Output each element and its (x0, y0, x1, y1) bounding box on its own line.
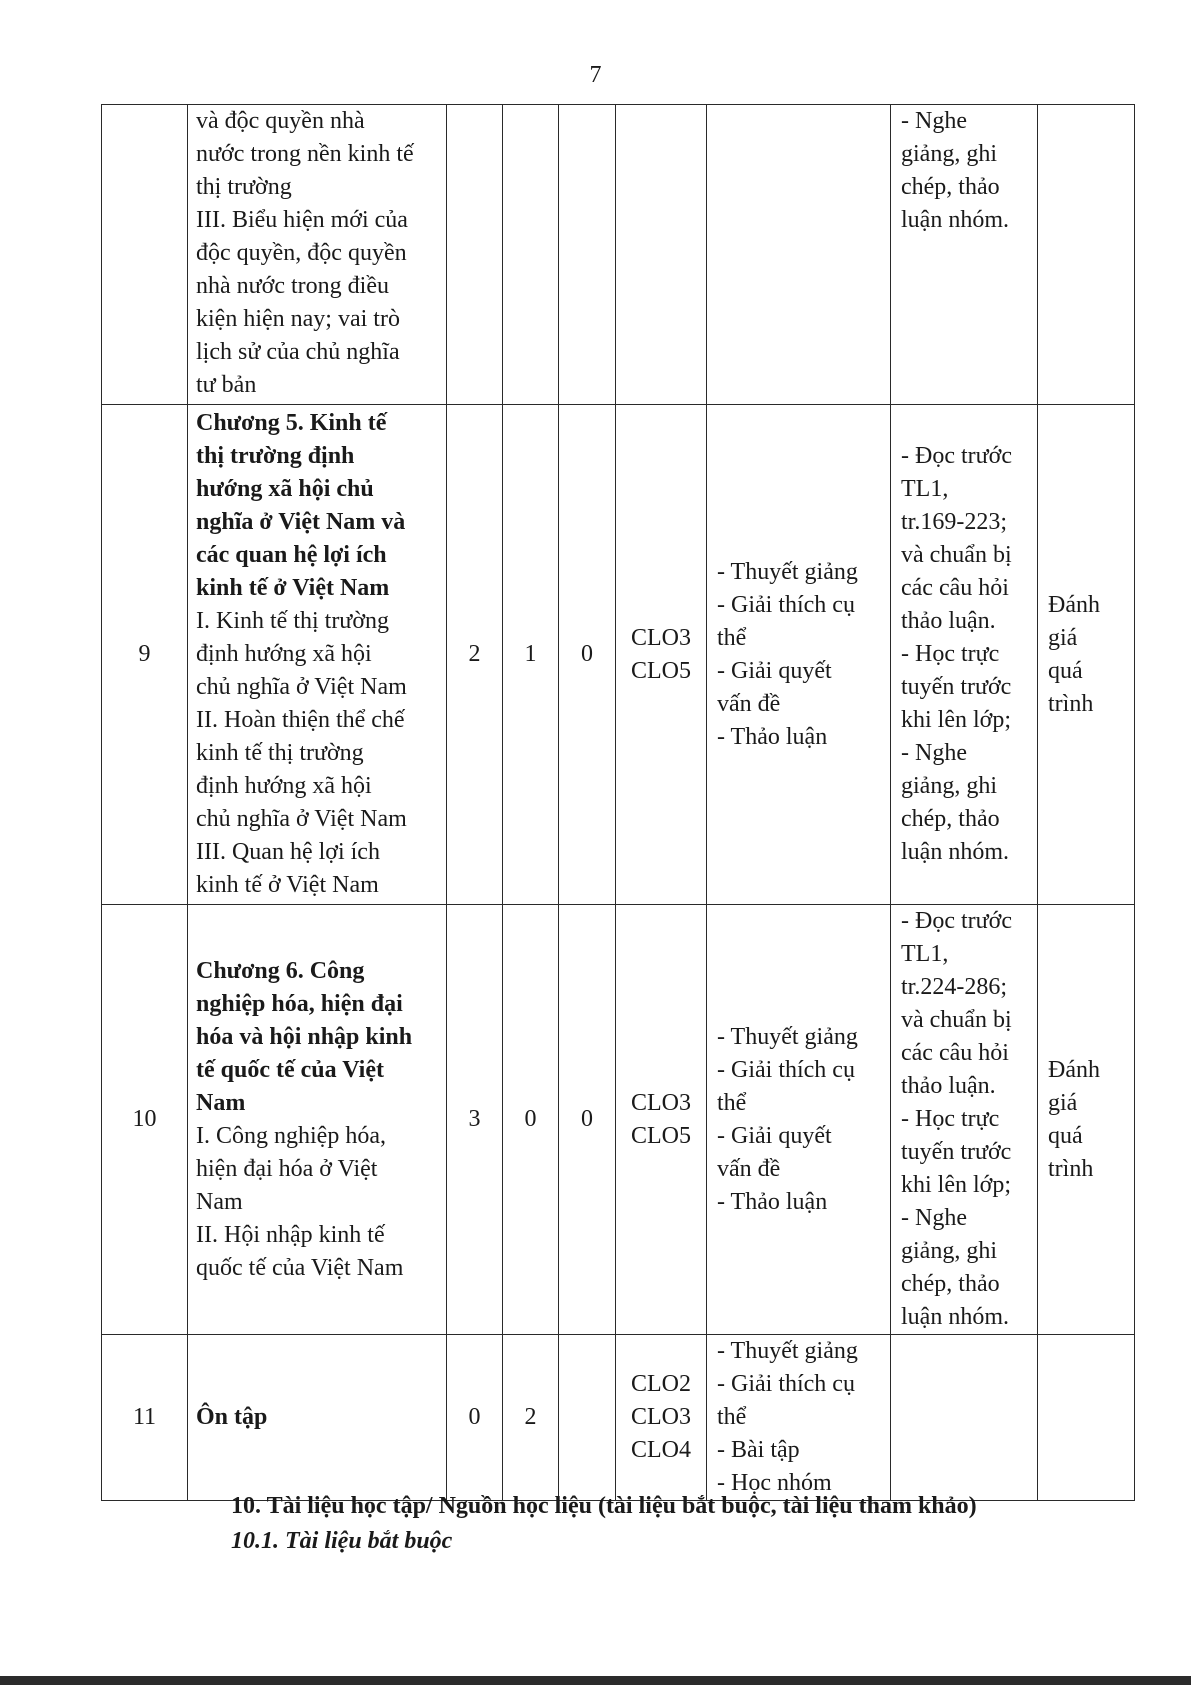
cell-line: giá (1048, 1089, 1078, 1116)
cell-line: kiện hiện nay; vai trò (196, 306, 400, 332)
cell-line: - Giải quyết (717, 657, 832, 684)
content-cell (188, 1335, 447, 1501)
cell-line: và độc quyền nhà (196, 108, 365, 134)
cell-line: khi lên lớp; (901, 1172, 1012, 1198)
page-number: 7 (589, 62, 602, 88)
student-task-cell (891, 1335, 1038, 1501)
session-number-cell (102, 905, 188, 1335)
cell-value: 9 (138, 641, 151, 667)
cell-line: thảo luận. (901, 608, 996, 634)
table-row (102, 905, 1135, 1335)
practice-hours-cell (559, 905, 616, 1335)
cell-line: - Nghe (901, 740, 967, 766)
cell-line: - Bài tập (717, 1437, 800, 1463)
cell-line: thảo luận. (901, 1073, 996, 1099)
cell-line: nhà nước trong điều (196, 273, 389, 299)
practice-hours-cell (559, 105, 616, 405)
practice-hours-cell (559, 1335, 616, 1501)
clo-cell (616, 1335, 707, 1501)
cell-line: tư bản (196, 372, 257, 398)
content-cell (188, 405, 447, 905)
cell-line: - Thuyết giảng (717, 1023, 858, 1050)
cell-line: III. Quan hệ lợi ích (196, 839, 380, 865)
cell-line: - Giải thích cụ (717, 591, 855, 618)
teaching-method-cell (707, 1335, 891, 1501)
assessment-cell (1038, 105, 1135, 405)
cell-line: CLO3 (631, 624, 691, 651)
cell-line: tuyến trước (901, 674, 1012, 700)
scan-bottom-edge (0, 1676, 1191, 1685)
cell-line: tuyến trước (901, 1139, 1012, 1165)
cell-line: thể (717, 1404, 747, 1430)
cell-line: trình (1048, 1155, 1094, 1182)
cell-line: luận nhóm. (901, 839, 1009, 865)
clo-cell (616, 905, 707, 1335)
cell-line: chép, thảo (901, 174, 1000, 200)
exercise-hours-cell (503, 1335, 559, 1501)
session-number-cell (102, 1335, 188, 1501)
cell-line: quá (1048, 1122, 1083, 1149)
cell-line: trình (1048, 690, 1094, 717)
cell-line: Nam (196, 1089, 246, 1116)
cell-line: quá (1048, 657, 1083, 684)
cell-line: giá (1048, 624, 1078, 651)
exercise-hours-cell (503, 905, 559, 1335)
assessment-cell (1038, 405, 1135, 905)
cell-line: kinh tế thị trường (196, 740, 364, 766)
cell-line: định hướng xã hội (196, 773, 372, 799)
lecture-hours-cell (447, 405, 503, 905)
cell-line: II. Hội nhập kinh tế (196, 1221, 385, 1248)
practice-hours-cell (559, 405, 616, 905)
cell-line: giảng, ghi (901, 1238, 997, 1264)
cell-line: - Giải thích cụ (717, 1371, 855, 1397)
cell-line: CLO5 (631, 657, 691, 684)
cell-line: CLO3 (631, 1089, 691, 1116)
teaching-method-cell (707, 105, 891, 405)
session-number-cell (102, 405, 188, 905)
cell-line: I. Kinh tế thị trường (196, 608, 390, 634)
cell-line: - Đọc trước (901, 443, 1012, 469)
cell-line: tr.169-223; (901, 509, 1007, 535)
cell-line: nghiệp hóa, hiện đại (196, 990, 403, 1017)
cell-line: quốc tế của Việt Nam (196, 1254, 404, 1281)
cell-value: 0 (524, 1106, 537, 1132)
cell-line: CLO3 (631, 1404, 691, 1430)
cell-line: chủ nghĩa ở Việt Nam (196, 806, 407, 832)
cell-line: TL1, (901, 941, 949, 967)
cell-line: Nam (196, 1188, 243, 1215)
lecture-hours-cell (447, 905, 503, 1335)
cell-line: kinh tế ở Việt Nam (196, 872, 379, 898)
cell-line: các câu hỏi (901, 575, 1009, 601)
cell-line: nước trong nền kinh tế (196, 141, 414, 167)
cell-line: giảng, ghi (901, 141, 997, 167)
cell-line: độc quyền, độc quyền (196, 240, 407, 266)
cell-line: luận nhóm. (901, 1304, 1009, 1330)
cell-line: - Học nhóm (717, 1470, 832, 1496)
cell-line: - Giải thích cụ (717, 1056, 855, 1083)
session-number-cell (102, 105, 188, 405)
cell-line: CLO4 (631, 1437, 691, 1463)
cell-line: nghĩa ở Việt Nam và (196, 509, 406, 535)
cell-line: tế quốc tế của Việt (196, 1056, 384, 1083)
cell-line: - Thảo luận (717, 723, 828, 750)
lecture-hours-cell (447, 105, 503, 405)
cell-value: 0 (468, 1404, 481, 1430)
cell-line: - Nghe (901, 1205, 967, 1231)
cell-line: thị trường định (196, 443, 355, 469)
teaching-method-cell (707, 905, 891, 1335)
cell-value: 0 (581, 1106, 593, 1132)
cell-line: - Học trực (901, 1106, 1000, 1132)
cell-value: 3 (468, 1106, 481, 1132)
cell-line: và chuẩn bị (901, 542, 1012, 568)
table-row (102, 1335, 1135, 1501)
cell-line: lịch sử của chủ nghĩa (196, 339, 400, 365)
cell-line: III. Biểu hiện mới của (196, 207, 408, 233)
cell-value: 2 (524, 1404, 537, 1430)
content-cell (188, 105, 447, 405)
cell-line: - Giải quyết (717, 1122, 832, 1149)
cell-line: chép, thảo (901, 1271, 1000, 1297)
cell-line: thể (717, 624, 747, 651)
cell-line: chủ nghĩa ở Việt Nam (196, 674, 407, 700)
cell-line: kinh tế ở Việt Nam (196, 575, 390, 601)
exercise-hours-cell (503, 405, 559, 905)
assessment-cell (1038, 905, 1135, 1335)
cell-line: Ôn tập (196, 1404, 268, 1430)
cell-line: - Nghe (901, 108, 967, 134)
cell-line: vấn đề (717, 1155, 781, 1182)
cell-line: Đánh (1048, 1056, 1100, 1083)
content-cell (188, 905, 447, 1335)
cell-line: - Thuyết giảng (717, 558, 858, 585)
exercise-hours-cell (503, 105, 559, 405)
cell-line: các câu hỏi (901, 1040, 1009, 1066)
syllabus-table (101, 104, 1135, 1501)
cell-line: - Thảo luận (717, 1188, 828, 1215)
cell-line: thể (717, 1089, 747, 1116)
cell-line: vấn đề (717, 690, 781, 717)
cell-line: Chương 6. Công (196, 957, 365, 984)
cell-line: hiện đại hóa ở Việt (196, 1155, 378, 1182)
subsection-heading-required: 10.1. Tài liệu bắt buộc (231, 1528, 453, 1554)
cell-line: tr.224-286; (901, 974, 1007, 1000)
cell-line: hóa và hội nhập kinh (196, 1023, 413, 1050)
cell-line: giảng, ghi (901, 773, 997, 799)
cell-line: chép, thảo (901, 806, 1000, 832)
cell-line: CLO2 (631, 1371, 691, 1397)
cell-line: CLO5 (631, 1122, 691, 1149)
cell-value: 2 (468, 641, 481, 667)
table-row (102, 105, 1135, 405)
cell-line: khi lên lớp; (901, 707, 1012, 733)
lecture-hours-cell (447, 1335, 503, 1501)
cell-line: II. Hoàn thiện thể chế (196, 707, 405, 733)
section-heading-references: 10. Tài liệu học tập/ Nguồn học liệu (tài liệu bắt buộc, tài liệu tham khảo) (231, 1493, 977, 1519)
cell-line: và chuẩn bị (901, 1007, 1012, 1033)
student-task-cell (891, 405, 1038, 905)
cell-line: I. Công nghiệp hóa, (196, 1122, 386, 1149)
student-task-cell (891, 105, 1038, 405)
cell-value: 10 (132, 1106, 157, 1132)
cell-line: Chương 5. Kinh tế (196, 410, 387, 436)
assessment-cell (1038, 1335, 1135, 1501)
cell-line: - Thuyết giảng (717, 1338, 858, 1364)
cell-line: - Đọc trước (901, 908, 1012, 934)
clo-cell (616, 105, 707, 405)
clo-cell (616, 405, 707, 905)
teaching-method-cell (707, 405, 891, 905)
cell-line: thị trường (196, 174, 292, 200)
cell-line: định hướng xã hội (196, 641, 372, 667)
cell-value: 1 (524, 641, 537, 667)
cell-line: TL1, (901, 476, 949, 502)
cell-line: Đánh (1048, 591, 1100, 618)
cell-value: 0 (581, 641, 593, 667)
cell-line: các quan hệ lợi ích (196, 542, 387, 568)
table-row (102, 405, 1135, 905)
cell-value: 11 (132, 1404, 157, 1430)
cell-line: luận nhóm. (901, 207, 1009, 233)
cell-line: - Học trực (901, 641, 1000, 667)
cell-line: hướng xã hội chủ (196, 476, 374, 502)
student-task-cell (891, 905, 1038, 1335)
